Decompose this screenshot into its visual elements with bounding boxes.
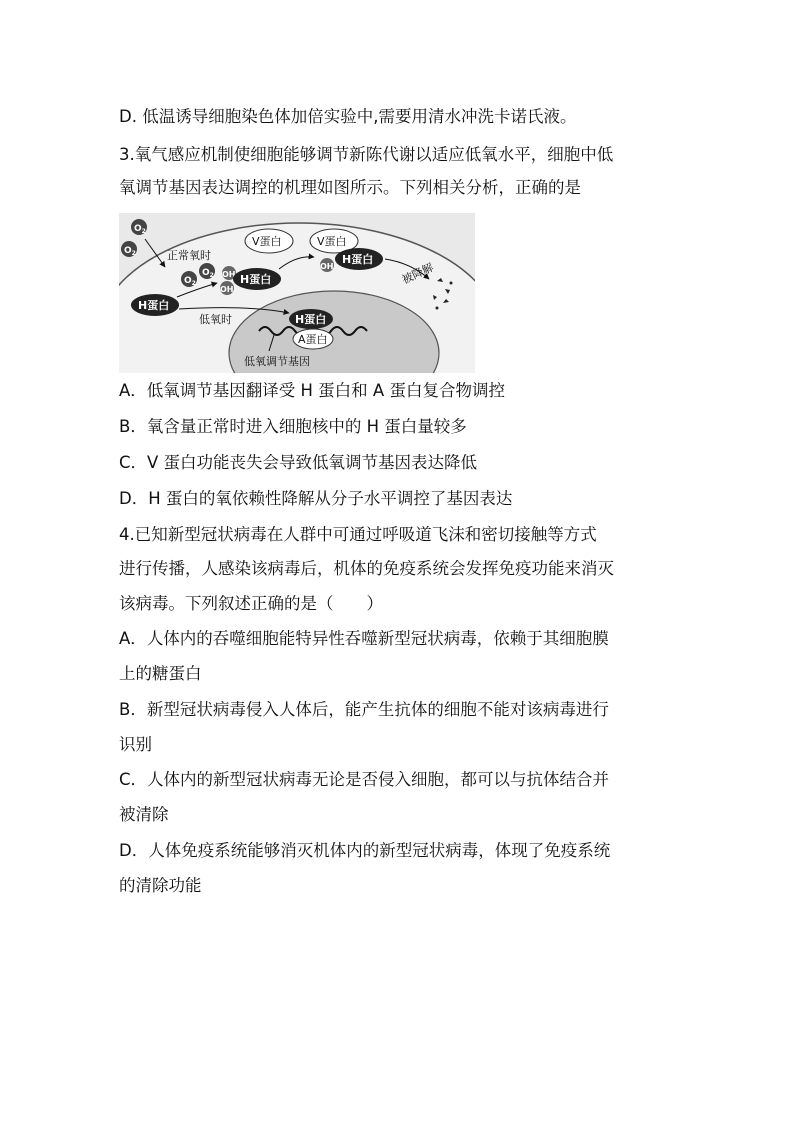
svg-text:O2: $O_2$ — [184, 276, 196, 287]
h-protein-cytoplasm — [131, 294, 179, 316]
o2-molecule-3 — [181, 271, 197, 287]
q4-stem-line3: 该病毒。下列叙述正确的是（ ） — [119, 594, 383, 613]
svg-text:H蛋白: H蛋白 — [138, 299, 170, 312]
h-protein-nucleus — [289, 309, 333, 329]
svg-text:H蛋白: H蛋白 — [295, 313, 327, 326]
q3-option-c: C．V 蛋白功能丧失会导致低氧调节基因表达降低 — [119, 453, 478, 472]
q4-stem-line2: 进行传播，人感染该病毒后，机体的免疫系统会发挥免疫功能来消灭 — [119, 559, 614, 578]
svg-text:O2: $O_2$ — [124, 246, 136, 257]
q3-stem-line2: 氧调节基因表达调控的机理如图所示。下列相关分析，正确的是 — [119, 178, 581, 197]
gene-label: 低氧调节基因 — [244, 355, 310, 368]
svg-text:A蛋白: A蛋白 — [298, 333, 328, 346]
svg-text:O2: $O_2$ — [134, 224, 146, 235]
o2-molecule-4 — [199, 263, 215, 279]
q3-option-b: B．氧含量正常时进入细胞核中的 H 蛋白量较多 — [119, 417, 467, 436]
svg-text:OH: OH — [220, 285, 234, 294]
svg-text:V蛋白: V蛋白 — [317, 235, 347, 248]
a-protein — [293, 329, 333, 349]
q4-option-c-line2: 被清除 — [119, 805, 169, 824]
svg-text:OH: OH — [320, 262, 334, 271]
svg-text:V蛋白: V蛋白 — [252, 235, 282, 248]
q4-option-b-line1: B．新型冠状病毒侵入人体后，能产生抗体的细胞不能对该病毒进行 — [119, 700, 609, 719]
svg-text:H蛋白: H蛋白 — [342, 253, 374, 266]
q4-option-b-line2: 识别 — [119, 735, 152, 754]
svg-text:O2: $O_2$ — [202, 268, 214, 279]
q4-stem-line1: 4.已知新型冠状病毒在人群中可通过呼吸道飞沫和密切接触等方式 — [119, 525, 597, 544]
normal-oxygen-label: 正常氧时 — [167, 249, 211, 262]
h-protein-hydroxylated — [233, 268, 281, 290]
q4-option-d-line2: 的清除功能 — [119, 876, 202, 895]
q3-stem-line1: 3.氧气感应机制使细胞能够调节新陈代谢以适应低氧水平，细胞中低 — [119, 145, 614, 164]
low-oxygen-label: 低氧时 — [199, 313, 232, 326]
q4-option-a-line2: 上的糖蛋白 — [119, 664, 202, 683]
q3-option-a: A．低氧调节基因翻译受 H 蛋白和 A 蛋白复合物调控 — [119, 381, 505, 400]
svg-text:H蛋白: H蛋白 — [240, 273, 272, 286]
o2-molecule-2 — [121, 241, 137, 257]
q4-option-c-line1: C．人体内的新型冠状病毒无论是否侵入细胞，都可以与抗体结合并 — [119, 770, 610, 789]
o2-molecule-1 — [131, 219, 147, 235]
oh-group-2 — [320, 258, 334, 272]
v-protein-1 — [245, 229, 293, 253]
q4-option-d-line1: D．人体免疫系统能够消灭机体内的新型冠状病毒，体现了免疫系统 — [119, 841, 611, 860]
q3-option-d: D．H 蛋白的氧依赖性降解从分子水平调控了基因表达 — [119, 489, 513, 508]
prev-option-d: D. 低温诱导细胞染色体加倍实验中,需要用清水冲洗卡诺氏液。 — [119, 107, 577, 126]
q4-option-a-line1: A．人体内的吞噬细胞能特异性吞噬新型冠状病毒，依赖于其细胞膜 — [119, 629, 609, 648]
svg-text:OH: OH — [222, 270, 236, 279]
degraded-label: 被降解 — [400, 260, 436, 287]
h-protein-complex — [335, 248, 383, 270]
q3-figure — [119, 213, 475, 373]
cell-diagram — [119, 213, 475, 373]
